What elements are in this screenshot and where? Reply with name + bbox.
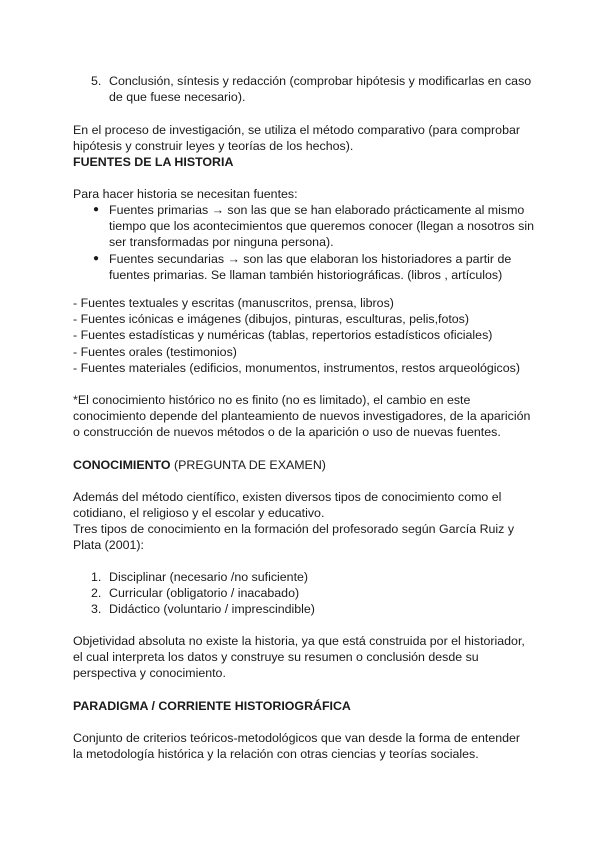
tres-tipos-list [91,569,534,618]
list-item [91,585,534,601]
list-item [91,73,534,105]
list-item: - Fuentes orales (testimonios) [73,344,237,359]
heading-text: PARADIGMA / CORRIENTE HISTORIOGRÁFICA [73,699,351,713]
list-number: 3. [91,602,102,617]
steps-list-continued [91,73,534,105]
list-item: - Fuentes materiales (edificios, monumentos, instrumentos, restos arqueológicos) [73,360,520,375]
heading-text: CONOCIMIENTO [73,458,171,472]
paragraph-tipos-conocimiento: Además del método científico, existen diversos tipos de conocimiento como el cotidiano, el religioso y el escolar y educativo. [73,490,502,521]
heading-paradigma [73,698,533,714]
fuentes-bullet-list [92,202,534,283]
list-item-text: Conclusión, síntesis y redacción (comprobar hipótesis y modificarlas en caso de que fuese necesario). [109,74,532,105]
heading-note: (PREGUNTA DE EXAMEN) [170,458,326,472]
list-item-text: Fuentes primarias → son las que se han elaborado prácticamente al mismo tiempo que los acontecimientos que queremos conocer (llegan a nosotros sin ser transformadas por ninguna persona). [109,203,534,250]
list-item [91,601,534,617]
list-item [91,569,534,585]
bullet-icon: ● [92,252,100,264]
list-item-text: Disciplinar (necesario /no suficiente) [109,570,309,584]
list-item-text: Fuentes secundarias → son las que elaboran los historiadores a partir de fuentes primarias. Se llaman también historiográficas. (libros , artículos) [109,251,512,282]
heading-conocimiento [73,457,533,473]
paragraph-conocimiento-historico: *El conocimiento histórico no es finito (no es limitado), el cambio en este conocimiento depende del planteamiento de nuevos investigadores, de la aparición o construcción de nuevos métodos o de la aparición o uso de nuevas fuentes. [73,393,531,440]
tipos-fuentes-list [73,295,533,376]
heading-text: FUENTES DE LA HISTORIA [73,155,234,169]
bullet-icon: ● [92,204,100,215]
list-item [92,202,534,251]
list-number: 5. [91,74,102,88]
list-item: - Fuentes textuales y escritas (manuscritos, prensa, libros) [73,296,394,310]
paragraph-metodo-comparativo: En el proceso de investigación, se utiliza el método comparativo (para comprobar hipótesis y construir leyes y teorías de los hechos). [73,123,520,154]
list-item: - Fuentes icónicas e imágenes (dibujos, pinturas, esculturas, pelis,fotos) [73,312,470,327]
paragraph-para-hacer-historia: Para hacer historia se necesitan fuentes: [73,187,298,201]
list-item: - Fuentes estadísticas y numéricas (tablas, repertorios estadísticos oficiales) [73,328,493,343]
list-item-text: Curricular (obligatorio / inacabado) [109,586,300,601]
list-item [92,251,534,283]
list-item-text: Didáctico (voluntario / imprescindible) [109,602,315,617]
heading-fuentes-historia [73,154,533,170]
list-number: 1. [91,570,102,584]
paragraph-tres-tipos: Tres tipos de conocimiento en la formación del profesorado según García Ruiz y Plata (2001): [73,522,515,553]
paragraph-conjunto-criterios: Conjunto de criterios teóricos-metodológicos que van desde la forma de entender la metodología histórica y la relación con otras ciencias y teorías sociales. [73,731,521,762]
paragraph-objetividad: Objetividad absoluta no existe la historia, ya que está construida por el historiador, el cual interpreta los datos y construye su resumen o conclusión desde su perspectiva y conocimiento. [73,634,525,681]
list-number: 2. [91,586,102,601]
